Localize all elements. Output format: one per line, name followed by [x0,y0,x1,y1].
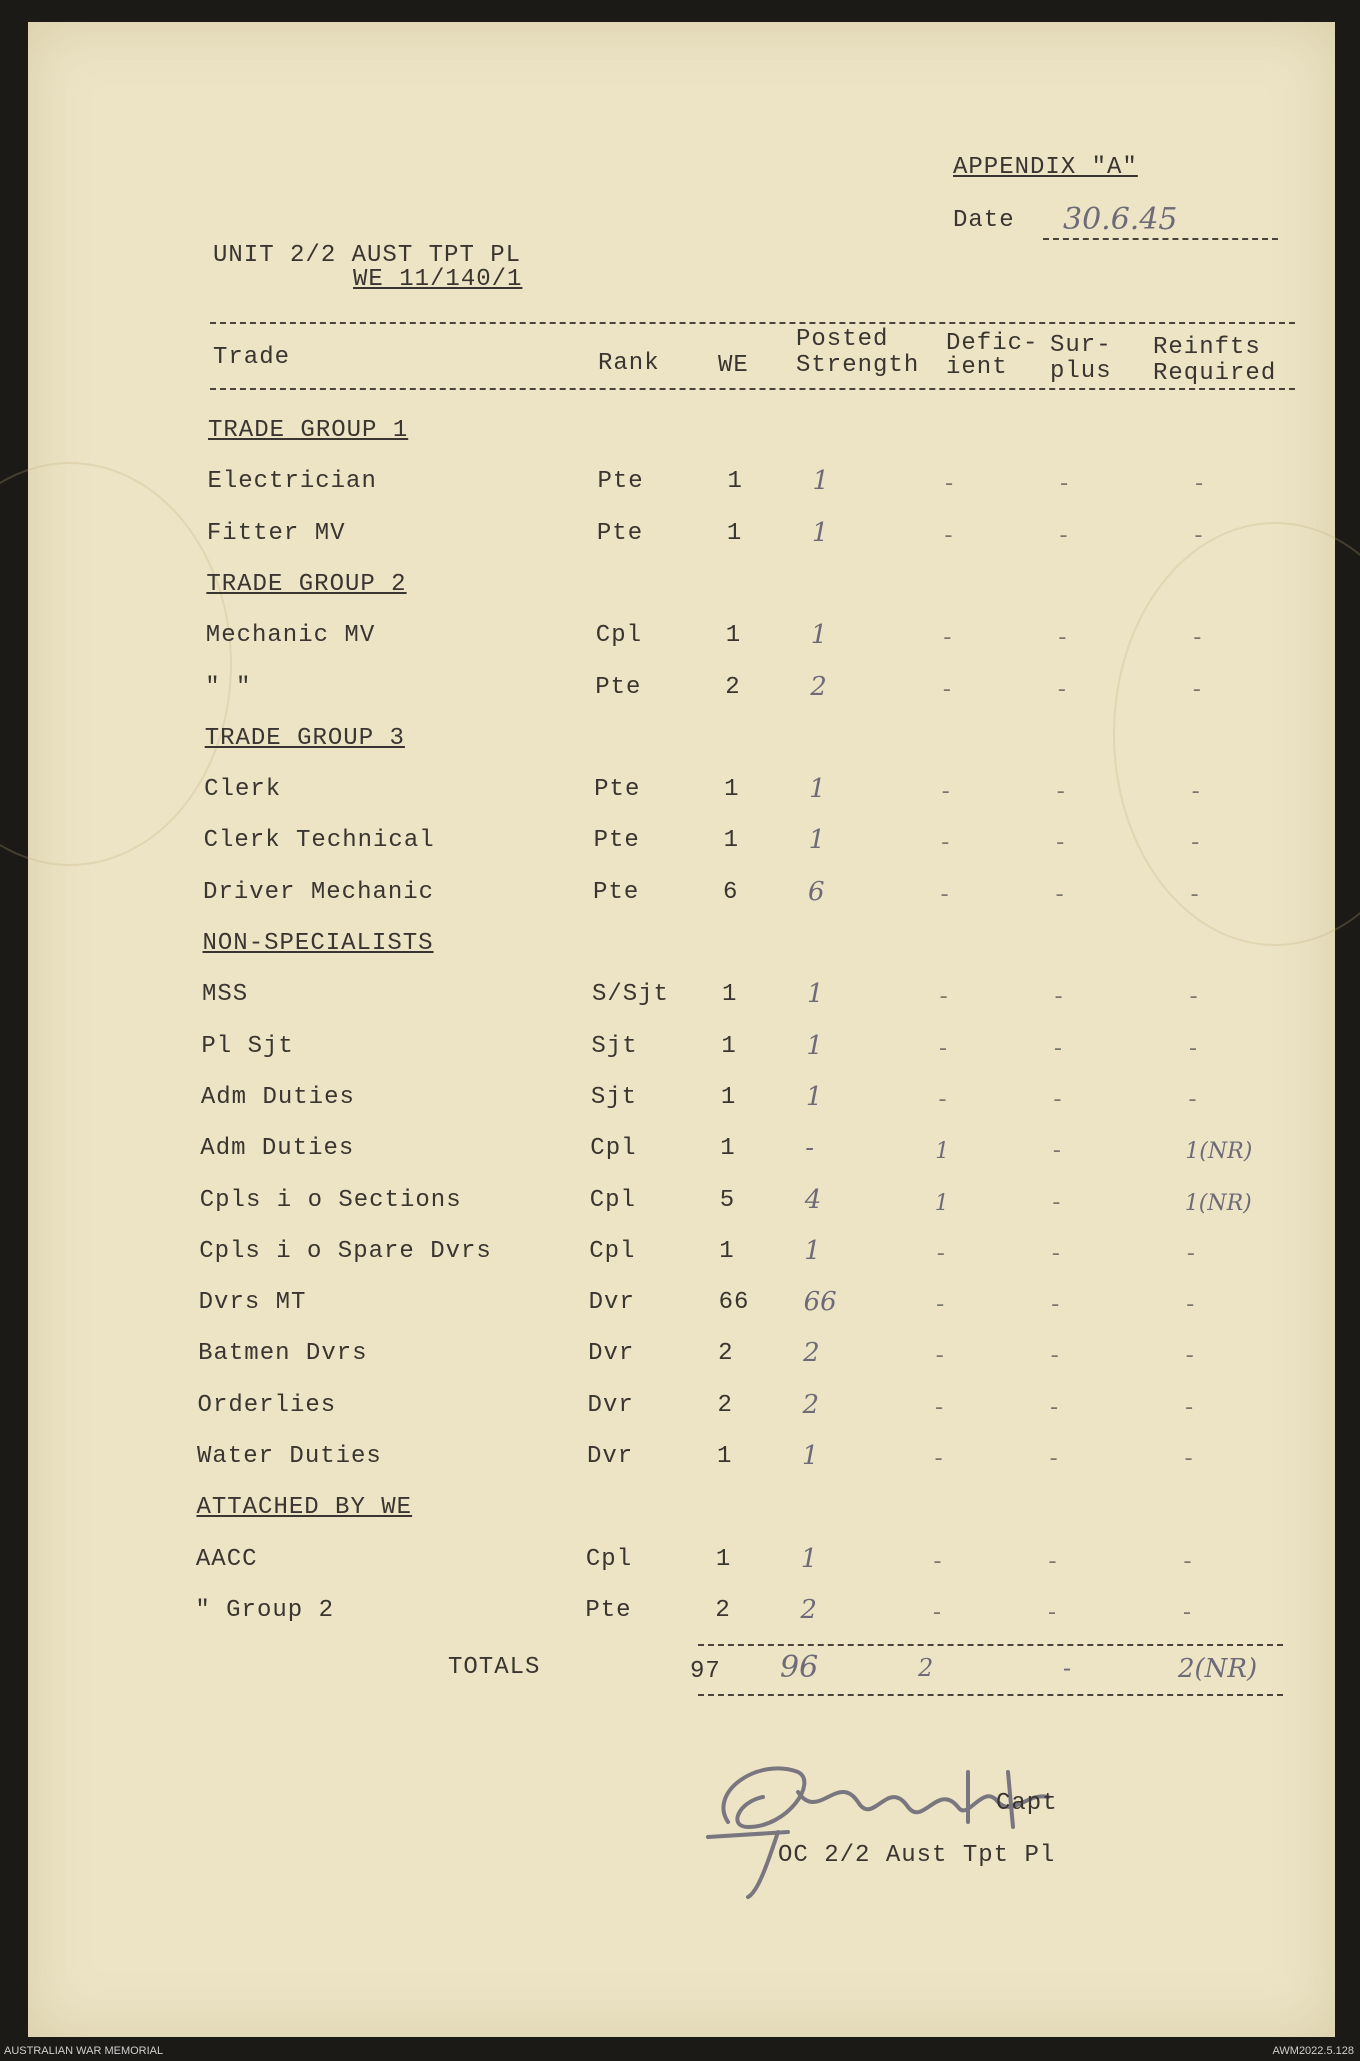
row-rank: Sjt [591,1032,638,1060]
row-reinfts: - [1189,780,1203,806]
row-we: 2 [718,1340,734,1368]
unit-line-2: WE 11/140/1 [353,266,523,293]
row-reinfts: - [1185,1087,1200,1113]
row-trade: Fitter MV [206,519,346,547]
header-surplus-1: Sur- [1050,332,1112,359]
row-trade: Pl Sjt [201,1032,294,1060]
row-reinfts: - [1183,1344,1197,1370]
row-rank: Pte [596,519,644,547]
row-trade: Dvrs MT [198,1289,307,1317]
group-heading: ATTACHED BY WE [196,1494,413,1522]
row-surplus: - [1051,985,1066,1011]
row-deficient: - [936,985,951,1011]
header-top-rule [210,322,1295,324]
row-we: 1 [726,519,743,547]
row-trade: Batmen Dvrs [198,1340,368,1368]
signature-rank: Capt [996,1790,1058,1817]
row-deficient: - [938,882,952,908]
row-surplus: - [1050,1087,1065,1113]
row-we: 5 [719,1186,736,1214]
header-deficient-2: ient [946,354,1008,381]
totals-deficient: 2 [918,1654,934,1682]
row-rank: Pte [585,1596,632,1624]
totals-label: TOTALS [448,1654,541,1681]
row-surplus: - [1057,472,1071,498]
appendix-label: APPENDIX "A" [953,154,1138,181]
row-reinfts: - [1191,523,1206,549]
row-rank: Dvr [587,1443,634,1470]
row-we: 1 [717,1443,733,1470]
row-posted: 1 [805,1081,823,1112]
row-rank: Cpl [595,622,643,650]
row-trade: Cpls i o Spare Dvrs [199,1237,492,1265]
group-heading: TRADE GROUP 1 [208,417,409,444]
row-we: 1 [725,622,742,650]
row-reinfts: - [1188,882,1202,908]
row-surplus: - [1053,882,1067,908]
row-trade: Mechanic MV [205,622,376,650]
row-posted: 66 [803,1287,837,1318]
row-surplus: - [1047,1395,1061,1421]
row-we: 1 [723,827,739,855]
row-deficient: - [936,1036,950,1062]
row-reinfts: - [1190,626,1204,652]
row-we: 2 [725,673,741,701]
row-we: 1 [724,776,740,804]
row-trade: Clerk Technical [203,827,435,855]
row-reinfts: - [1188,831,1202,857]
row-deficient: - [940,626,954,652]
row-rank: Pte [593,878,640,906]
row-posted: 1 [808,825,826,856]
row-trade: Cpls i o Sections [199,1186,462,1214]
row-deficient: - [940,677,954,703]
row-posted: 1 [802,1441,819,1471]
row-trade: AACC [195,1545,258,1573]
header-bottom-rule [210,388,1295,390]
totals-top-rule [698,1644,1283,1646]
row-deficient: - [941,523,956,549]
row-surplus: - [1053,831,1067,857]
row-rank: Pte [593,827,640,855]
row-deficient: - [933,1293,947,1319]
row-deficient: - [932,1395,946,1421]
row-deficient: - [938,831,952,857]
row-surplus: - [1045,1600,1059,1626]
row-surplus: - [1055,677,1069,703]
date-value: 30.6.45 [1063,202,1178,237]
row-posted: 2 [803,1338,820,1369]
row-reinfts: - [1182,1395,1196,1421]
row-trade: Water Duties [197,1443,382,1470]
row-posted: 1 [804,1235,821,1266]
row-reinfts: - [1186,985,1201,1011]
row-surplus: - [1047,1447,1061,1472]
row-surplus: - [1050,1139,1064,1165]
header-reinfts-1: Reinfts [1153,334,1261,361]
row-reinfts: - [1180,1549,1195,1575]
row-posted: 1 [806,979,824,1010]
row-surplus: - [1051,1036,1065,1062]
row-rank: Cpl [590,1135,637,1163]
row-posted: 1 [800,1543,818,1574]
header-surplus-2: plus [1050,358,1112,385]
row-reinfts: - [1186,1036,1200,1062]
row-rank: S/Sjt [591,981,669,1009]
group-heading: TRADE GROUP 3 [204,724,405,752]
row-surplus: - [1055,626,1069,652]
row-posted: 6 [808,876,825,907]
row-trade: Driver Mechanic [203,878,435,906]
row-we: 1 [715,1545,732,1573]
row-deficient: - [934,1241,948,1267]
totals-reinfts: 2(NR) [1178,1654,1258,1684]
row-reinfts: - [1190,677,1204,703]
row-deficient: - [930,1549,945,1575]
row-rank: Cpl [589,1237,636,1265]
row-we: 2 [715,1596,731,1624]
row-surplus: - [1056,523,1071,549]
row-posted: 1 [810,620,828,651]
row-rank: Cpl [589,1186,636,1214]
row-posted: 1 [806,1030,823,1061]
row-we: 6 [723,878,739,906]
row-rank: Pte [597,468,644,496]
row-trade: " " [205,673,252,701]
row-rank: Cpl [585,1545,633,1573]
row-reinfts: - [1182,1447,1196,1472]
row-posted: - [805,1133,815,1164]
row-deficient: - [930,1600,944,1626]
row-rank: Pte [594,776,641,804]
row-we: 2 [717,1391,733,1419]
row-surplus: - [1048,1344,1062,1370]
row-rank: Dvr [588,1340,635,1368]
row-reinfts: 1(NR) [1185,1139,1253,1165]
header-posted-1: Posted [796,326,889,353]
row-we: 1 [721,981,738,1009]
row-deficient: 1 [934,1190,949,1216]
row-surplus: - [1045,1549,1060,1575]
header-reinfts-2: Required [1153,360,1277,387]
footer-archive: AUSTRALIAN WAR MEMORIAL [4,2045,164,2057]
row-deficient: - [935,1087,950,1113]
unit-line-1: UNIT 2/2 AUST TPT PL [213,242,522,269]
totals-we: 97 [690,1658,721,1685]
row-deficient: - [932,1447,946,1472]
row-deficient: - [939,780,953,806]
header-trade: Trade [213,344,291,371]
footer-accession: AWM2022.5.128 [1272,2045,1354,2057]
totals-surplus: - [1063,1654,1072,1682]
header-deficient-1: Defic- [946,330,1039,357]
row-rank: Sjt [590,1083,638,1111]
row-trade: MSS [201,981,249,1009]
row-surplus: - [1049,1190,1063,1216]
totals-bottom-rule [698,1694,1283,1696]
row-reinfts: - [1183,1293,1197,1319]
row-we: 1 [719,1237,735,1265]
row-trade: Electrician [207,468,377,496]
date-underline [1043,238,1278,240]
row-surplus: - [1048,1293,1062,1319]
row-trade: Clerk [204,776,282,804]
row-surplus: - [1049,1241,1063,1267]
row-reinfts: - [1192,472,1206,498]
header-we: WE [718,352,749,379]
totals-posted: 96 [780,1650,819,1685]
paper-stain [0,462,232,866]
row-deficient: 1 [935,1139,950,1165]
row-deficient: - [942,472,956,498]
row-trade: Adm Duties [200,1135,355,1163]
row-trade: Adm Duties [200,1083,355,1111]
signature-scrawl [668,1732,1088,1902]
row-rank: Dvr [587,1391,634,1419]
row-posted: 1 [811,517,829,548]
row-we: 66 [718,1289,750,1317]
row-we: 1 [721,1032,737,1060]
row-trade: " Group 2 [195,1596,334,1624]
row-reinfts: - [1180,1600,1194,1626]
document-page [28,22,1335,2037]
row-surplus: - [1054,780,1068,806]
row-deficient: - [933,1344,947,1370]
row-posted: 4 [804,1184,822,1215]
row-trade: Orderlies [197,1391,337,1419]
row-we: 1 [720,1135,736,1163]
row-posted: 2 [810,671,827,702]
header-rank: Rank [598,350,660,377]
row-we: 1 [727,468,743,496]
header-posted-2: Strength [796,352,920,379]
row-posted: 1 [809,774,826,805]
row-reinfts: - [1184,1241,1198,1267]
date-label: Date [953,207,1015,234]
row-rank: Dvr [588,1289,635,1317]
paper-stain [1113,522,1360,946]
row-rank: Pte [595,673,642,701]
row-posted: 2 [802,1389,820,1420]
group-heading: TRADE GROUP 2 [206,570,407,598]
row-reinfts: 1(NR) [1184,1190,1252,1216]
row-we: 1 [720,1083,737,1111]
signature-title: OC 2/2 Aust Tpt Pl [778,1842,1056,1869]
group-heading: NON-SPECIALISTS [202,930,434,957]
row-posted: 1 [812,466,829,497]
row-posted: 2 [800,1594,817,1625]
